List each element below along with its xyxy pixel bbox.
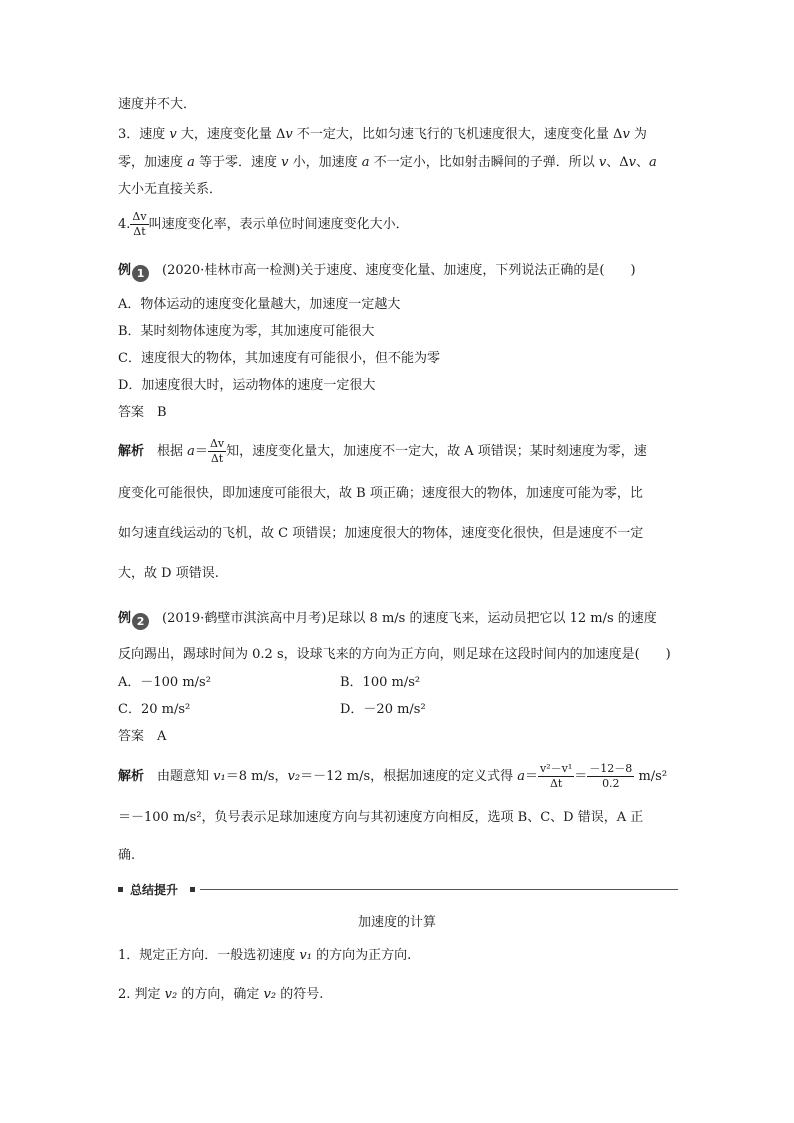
text-segment: 度变化可能很快，即加速度可能很大，故 B 项正确；速度很大的物体，加速度可能为零，比 [118, 486, 643, 501]
text-segment: a [187, 444, 195, 459]
example-1-option-c [118, 350, 440, 368]
text-segment: 为 [629, 127, 647, 142]
rate-fraction [130, 211, 148, 238]
text-segment: ＝ [194, 444, 208, 459]
example-2-question-line-1 [118, 610, 657, 630]
text-segment: m/s² [634, 769, 668, 784]
text-segment: 知，速度变化量大，加速度不一定大，故 A 项错误；某时刻速度为零，速 [226, 444, 647, 459]
text-segment: 反向踢出，踢球时间为 0.2 s，设球飞来的方向为正方向，则足球在这段时间内的加速度是( ) [118, 647, 671, 662]
text-segment: ＝－100 m/s²，负号表示足球加速度方向与其初速度方向相反，选项 B、C、D 错误，A 正 [118, 810, 644, 825]
text-segment: 由题意知 [144, 769, 214, 784]
text-segment: ＝8 m/s， [225, 769, 288, 784]
example-1-analysis-line-3 [118, 525, 643, 543]
text-segment: 的方向为正方向. [311, 948, 412, 963]
text-segment: a [517, 769, 526, 784]
text-segment: 答案 A [118, 729, 167, 744]
text-segment: 2. 判定 [118, 987, 165, 1002]
text-segment: v₂ [164, 987, 178, 1002]
text-segment: v [281, 155, 289, 170]
text-segment: 、 [635, 155, 649, 170]
text-segment: a [648, 155, 657, 170]
text-segment: 大，故 D 项错误. [118, 566, 219, 581]
text-segment: Δv [132, 210, 147, 223]
example-2-option-d [340, 701, 426, 719]
example-2-question-line-2 [118, 646, 671, 664]
text-segment: 不一定大，比如匀速飞行的飞机速度很大，速度变化量 Δ [292, 127, 623, 142]
text-segment: v [598, 155, 607, 170]
text-segment: C．20 m/s² [118, 702, 191, 717]
text-segment: 小，加速度 [288, 155, 362, 170]
text-segment: 加速度的计算 [357, 915, 436, 930]
example-2-option-c [118, 701, 190, 719]
intro-item-3-line-2 [118, 154, 657, 172]
example-1-option-b [118, 323, 375, 341]
analysis-fraction [208, 438, 226, 465]
text-segment: Δv [209, 437, 225, 450]
text-segment: a [187, 155, 195, 170]
text-segment: v [628, 155, 636, 170]
text-segment: D．－20 m/s² [340, 702, 426, 717]
example-1-answer [118, 404, 167, 422]
text-segment: ＝ [574, 769, 588, 784]
text-segment: (2020·桂林市高一检测) [162, 263, 301, 278]
text-segment: v [169, 127, 177, 142]
text-segment: －12－8 [589, 762, 633, 775]
text-segment: ＝－12 m/s，根据加速度的定义式得 [300, 769, 518, 784]
text-segment: Δt [208, 451, 226, 465]
text-segment: v [622, 127, 630, 142]
example-1-analysis-line-4 [118, 565, 219, 583]
text-segment: Δt [538, 776, 574, 790]
text-segment: A．－100 m/s² [118, 675, 211, 690]
text-segment: v₁ [213, 769, 226, 784]
text-segment: A．物体运动的速度变化量越大，加速度一定越大 [118, 297, 401, 312]
accel-fraction-symbolic [538, 763, 574, 790]
example-label: 例 [118, 263, 132, 278]
example-label: 例 [118, 611, 132, 626]
example-1-option-d [118, 377, 375, 395]
text-segment: 4. [118, 217, 131, 232]
section-divider [200, 889, 678, 890]
bullet-square-icon [118, 887, 123, 892]
text-segment: 不一定小，比如射击瞬间的子弹．所以 [369, 155, 599, 170]
example-2-option-b [340, 674, 420, 692]
text-segment: 0.2 [587, 776, 634, 790]
text-segment: 的方向，确定 [177, 987, 264, 1002]
intro-item-4 [118, 211, 409, 238]
summary-item-1 [118, 947, 411, 965]
text-segment: 零，加速度 [118, 155, 188, 170]
text-segment: 、Δ [606, 155, 629, 170]
text-segment: Δt [130, 224, 148, 238]
text-segment: 答案 B [118, 405, 167, 420]
text-segment: (2019·鹤壁市淇滨高中月考) [162, 611, 327, 626]
example-number-badge: 2 [132, 613, 149, 630]
intro-item-3-line-3 [118, 181, 222, 199]
text-segment: C．速度很大的物体，其加速度有可能很小，但不能为零 [118, 351, 440, 366]
example-2-analysis-line-3 [118, 847, 135, 865]
example-1-analysis-line-1 [118, 437, 647, 467]
text-segment: v₁ [299, 948, 312, 963]
example-2-answer [118, 728, 166, 746]
text-segment: B．100 m/s² [340, 675, 421, 690]
text-segment: D．加速度很大时，运动物体的速度一定很大 [118, 378, 376, 393]
text-segment: 如匀速直线运动的飞机，故 C 项错误；加速度很大的物体，速度变化很快，但是速度不一定 [118, 526, 644, 541]
text-segment: 足球以 8 m/s 的速度飞来，运动员把它以 12 m/s 的速度 [326, 611, 657, 626]
text-segment: 1．规定正方向．一般选初速度 [118, 948, 300, 963]
summary-section-header [118, 880, 678, 900]
text-segment: v [285, 127, 293, 142]
text-segment: 速度并不大． [118, 97, 197, 112]
text-segment: 确. [118, 848, 136, 863]
summary-label: 总结提升 [130, 883, 179, 897]
example-1-option-a [118, 296, 400, 314]
text-segment: 叫速度变化率，表示单位时间速度变化大小． [148, 217, 409, 232]
text-segment: v²－v¹ [540, 762, 573, 775]
bullet-square-icon [190, 887, 195, 892]
text-segment: 关于速度、速度变化量、加速度，下列说法正确的是( ) [300, 263, 636, 278]
intro-line-1 [118, 96, 196, 114]
accel-fraction-numeric [587, 763, 634, 790]
intro-item-3 [118, 126, 647, 144]
example-1-question [118, 262, 636, 282]
text-segment: 解析 [118, 444, 145, 459]
summary-title [0, 914, 794, 932]
text-segment: 的符号. [276, 987, 324, 1002]
example-2-analysis-line-1 [118, 760, 667, 794]
example-number-badge: 1 [132, 265, 149, 282]
example-2-option-a [118, 674, 211, 692]
text-segment: 解析 [118, 769, 145, 784]
text-segment: 大小无直接关系． [118, 182, 223, 197]
summary-item-2 [118, 986, 323, 1004]
text-segment: v₂ [263, 987, 277, 1002]
text-segment: B．某时刻物体速度为零，其加速度可能很大 [118, 324, 375, 339]
text-segment: 3．速度 [118, 127, 170, 142]
text-segment: 根据 [144, 444, 188, 459]
example-1-analysis-line-2 [118, 485, 643, 503]
text-segment: 等于零．速度 [194, 155, 282, 170]
text-segment: v₂ [287, 769, 301, 784]
text-segment: ＝ [525, 769, 539, 784]
example-2-analysis-line-2 [118, 809, 643, 827]
text-segment: a [361, 155, 370, 170]
text-segment: 大，速度变化量 Δ [176, 127, 286, 142]
